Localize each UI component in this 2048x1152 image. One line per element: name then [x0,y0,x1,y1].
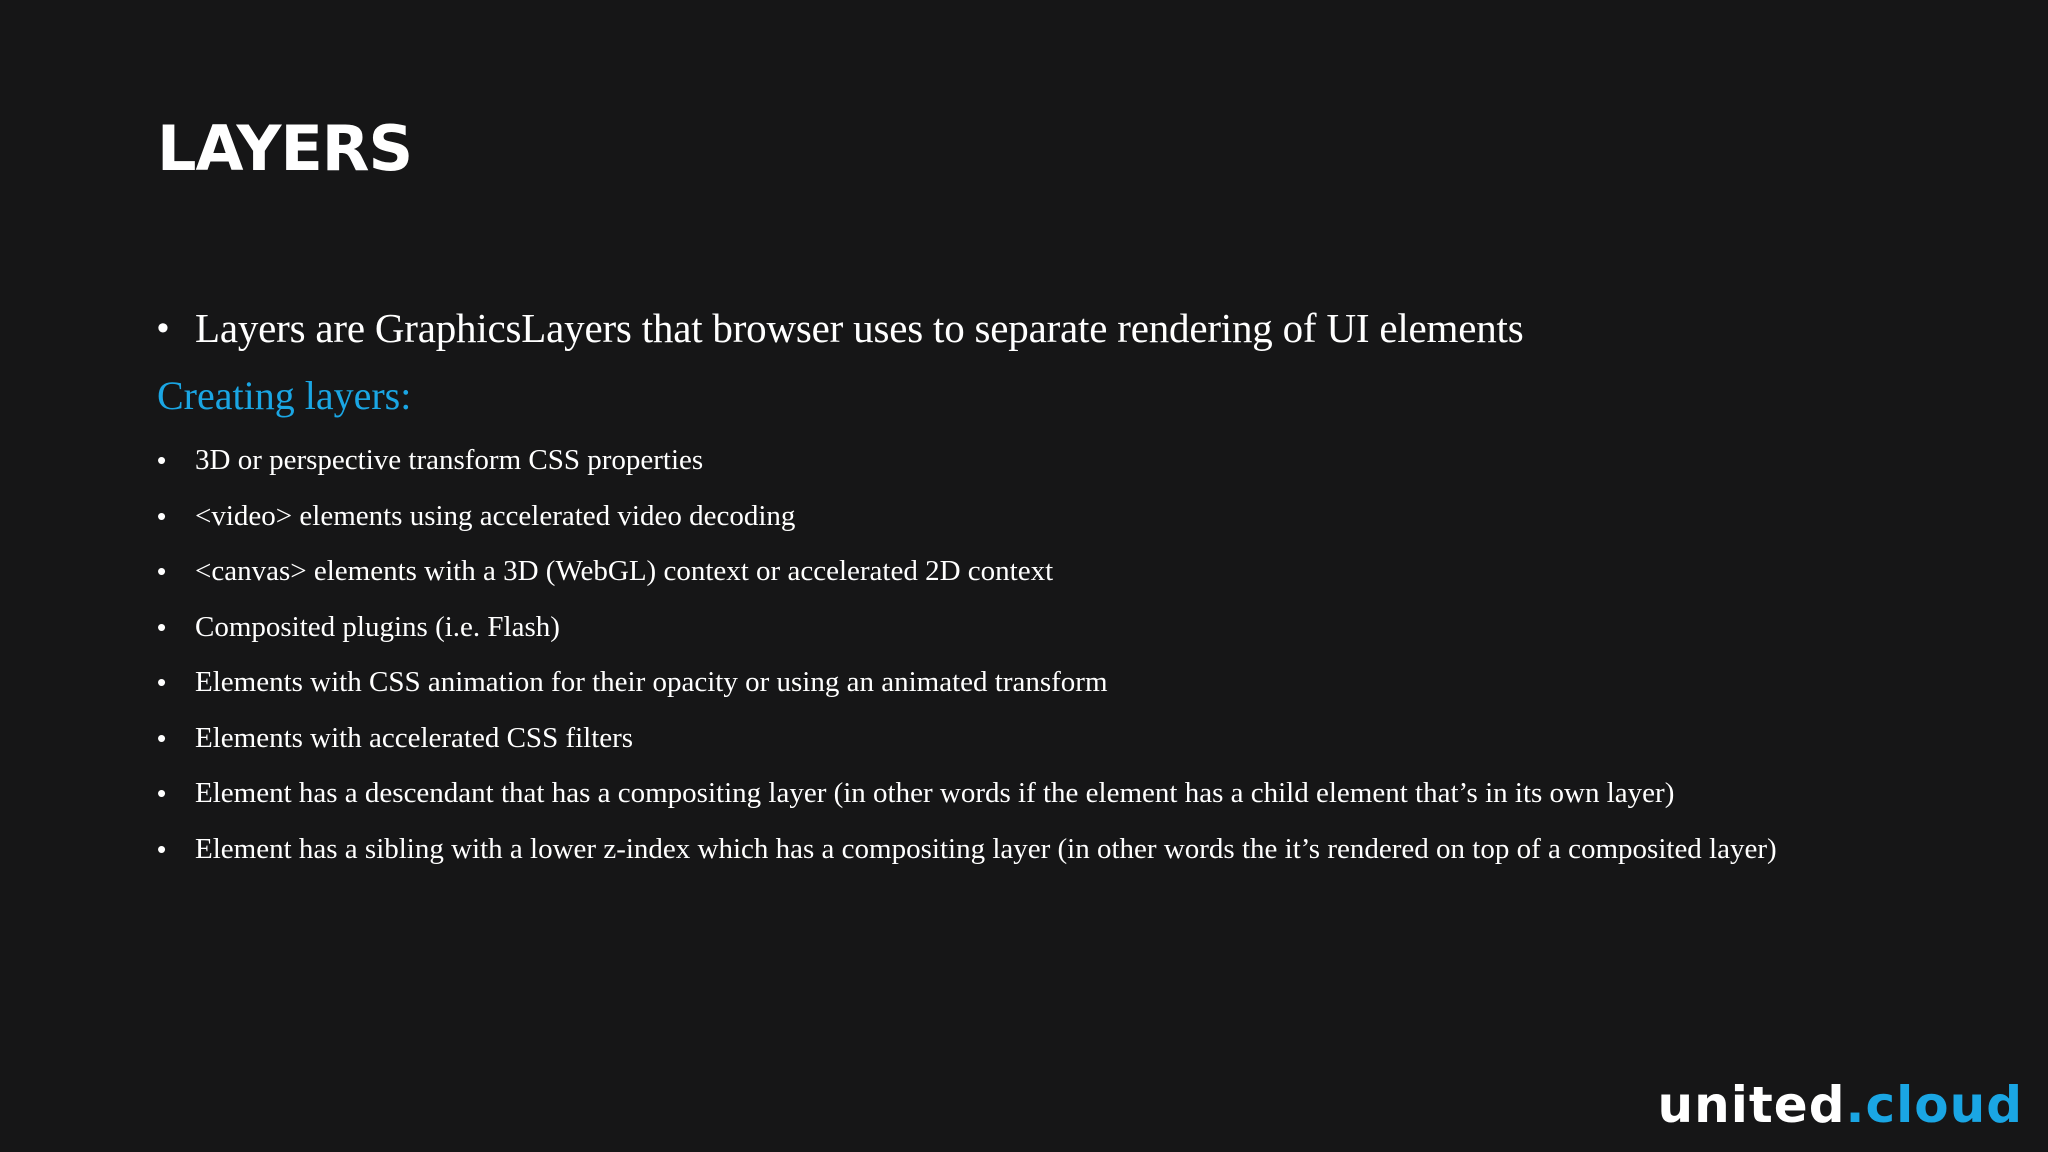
list-item-text: <canvas> elements with a 3D (WebGL) context or accelerated 2D context [195,555,1054,587]
list-item [157,607,1977,663]
bullet-icon: • [157,833,167,864]
bullet-icon: • [157,556,167,586]
section-subheading: Creating layers: [157,373,412,418]
logo-text-united: united [1657,1076,1846,1134]
list-item-text: Element has a sibling with a lower z-index which has a compositing layer (in other words the it’s rendered on top of a composited layer) [195,832,1777,865]
list-item-text: Elements with CSS animation for their opacity or using an animated transform [195,666,1108,698]
list-item [157,829,1977,885]
list-item [157,496,1977,552]
list-item [157,551,1977,607]
bullet-icon: • [157,611,167,642]
lead-bullet-text: Layers are GraphicsLayers that browser uses to separate rendering of UI elements [195,305,1524,351]
list-item-text: Elements with accelerated CSS filters [195,721,634,754]
logo-text-cloud: cloud [1865,1076,2023,1134]
logo-dot: . [1845,1076,1866,1134]
bullet-icon: • [157,778,167,808]
slide-title: LAYERS [157,112,413,185]
bullet-icon: • [157,722,167,753]
lead-bullet-item [157,305,1957,351]
list-item-text: Element has a descendant that has a compositing layer (in other words if the element has a child element that’s in its own layer) [195,777,1675,809]
bullet-icon: • [157,667,167,697]
list-item-text: 3D or perspective transform CSS properties [195,444,704,476]
list-item [157,662,1977,718]
list-item [157,440,1977,496]
united-cloud-logo [1657,1076,2023,1134]
bullet-icon: • [157,500,167,531]
list-item [157,773,1977,829]
creating-layers-list [157,440,1977,884]
list-item-text: Composited plugins (i.e. Flash) [195,610,560,643]
bullet-icon: • [157,445,167,475]
list-item [157,718,1977,774]
list-item-text: <video> elements using accelerated video decoding [195,499,796,532]
bullet-icon: • [157,309,169,347]
